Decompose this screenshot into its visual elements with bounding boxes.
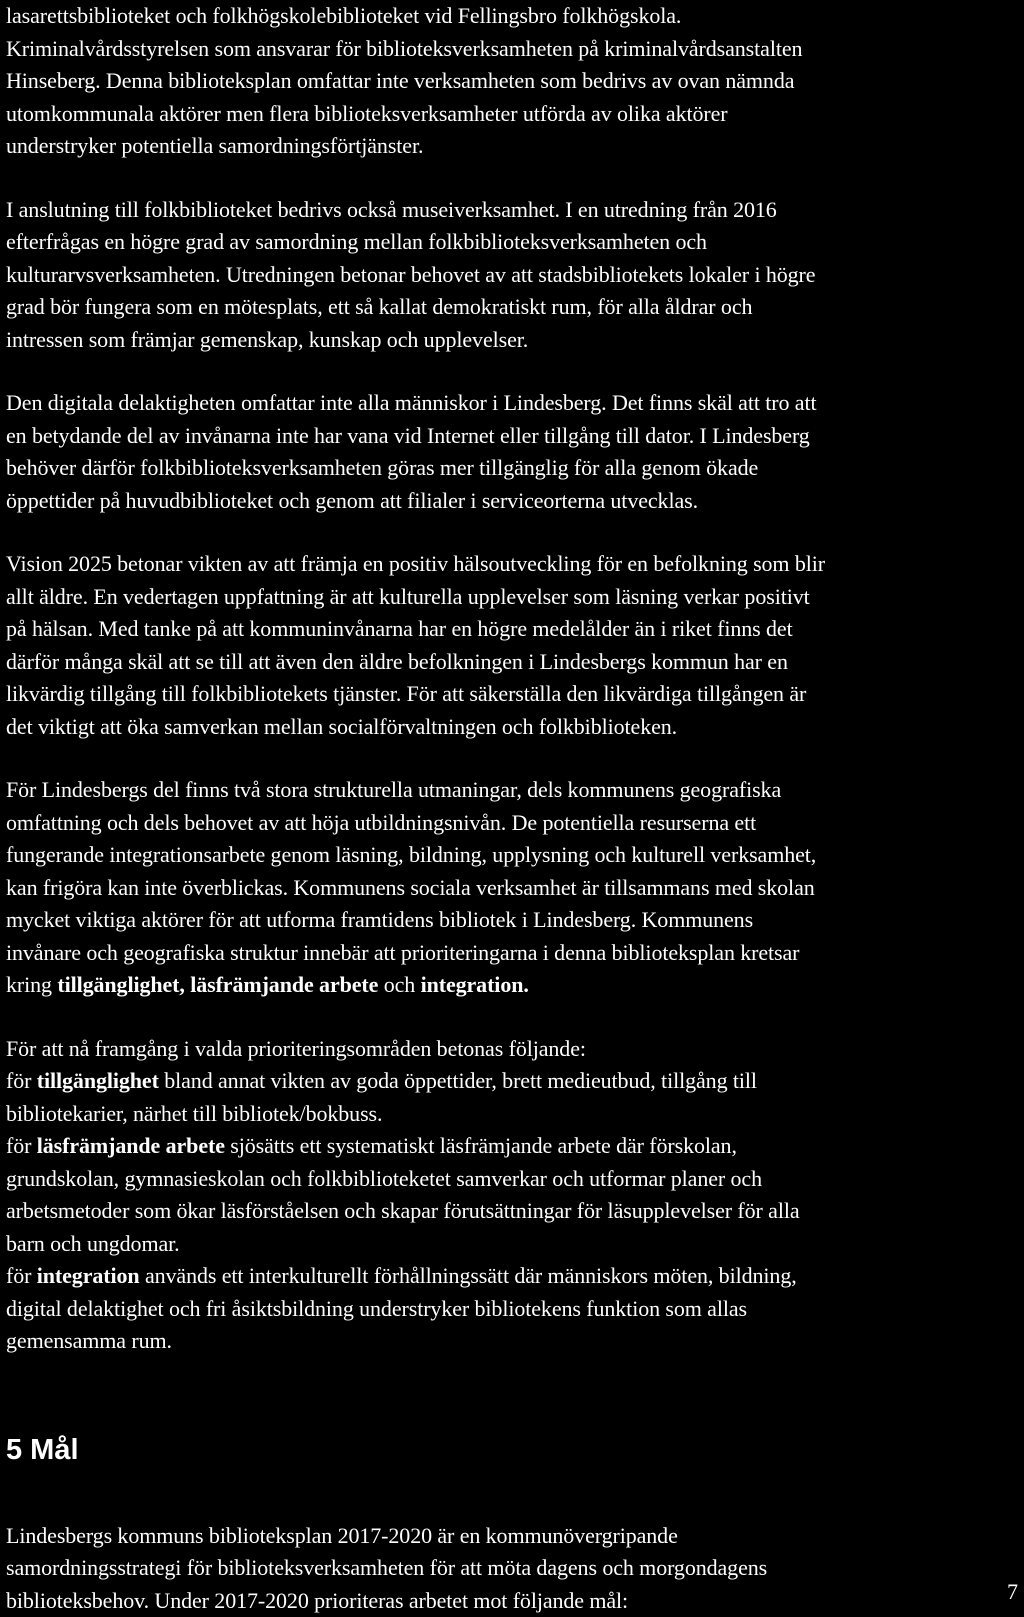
paragraph-spacer bbox=[6, 1002, 1018, 1033]
text-line: grundskolan, gymnasieskolan och folkbiblioteketet samverkar och utformar planer och bbox=[6, 1163, 1018, 1196]
text-run: bland annat vikten av goda öppettider, brett medieutbud, tillgång till bbox=[159, 1068, 757, 1093]
text-line: arbetsmetoder som ökar läsförståelsen och skapar förutsättningar för läsupplevelser för alla bbox=[6, 1195, 1018, 1228]
bold-term: integration. bbox=[421, 972, 529, 997]
paragraph-structural-challenges bbox=[6, 774, 1018, 1002]
section-spacer bbox=[6, 1470, 1018, 1520]
section-heading: 5 Mål bbox=[6, 1430, 1018, 1470]
text-line: mycket viktiga aktörer för att utforma framtidens bibliotek i Lindesberg. Kommunens bbox=[6, 904, 1018, 937]
paragraph-spacer bbox=[6, 517, 1018, 548]
text-line: intressen som främjar gemenskap, kunskap och upplevelser. bbox=[6, 324, 1018, 357]
priority-item-accessibility bbox=[6, 1065, 1018, 1098]
text-run: och bbox=[378, 972, 420, 997]
paragraph-spacer bbox=[6, 356, 1018, 387]
text-line: Vision 2025 betonar vikten av att främja en positiv hälsoutveckling för en befolkning som blir bbox=[6, 548, 1018, 581]
text-line: I anslutning till folkbiblioteket bedrivs också museiverksamhet. I en utredning från 2016 bbox=[6, 194, 1018, 227]
text-line: omfattning och dels behovet av att höja utbildningsnivån. De potentiella resurserna ett bbox=[6, 807, 1018, 840]
text-line: fungerande integrationsarbete genom läsning, bildning, upplysning och kulturell verksamhet, bbox=[6, 839, 1018, 872]
text-run: sjösätts ett systematiskt läsfrämjande arbete där förskolan, bbox=[225, 1133, 737, 1158]
document-page bbox=[6, 0, 1018, 1617]
text-run: för bbox=[6, 1263, 37, 1288]
page-number: 7 bbox=[1007, 1577, 1018, 1607]
paragraph-hospital-libraries bbox=[6, 0, 1018, 163]
text-line: det viktigt att öka samverkan mellan socialförvaltningen och folkbiblioteken. bbox=[6, 711, 1018, 744]
paragraph-spacer bbox=[6, 163, 1018, 194]
text-line: kan frigöra kan inte överblickas. Kommunens sociala verksamhet är tillsammans med skolan bbox=[6, 872, 1018, 905]
text-line: på hälsan. Med tanke på att kommuninvånarna har en högre medelålder än i riket finns det bbox=[6, 613, 1018, 646]
text-line: öppettider på huvudbiblioteket och genom att filialer i serviceorterna utvecklas. bbox=[6, 485, 1018, 518]
text-line: biblioteksbehov. Under 2017-2020 prioriteras arbetet mot följande mål: bbox=[6, 1585, 1018, 1617]
text-line: Kriminalvårdsstyrelsen som ansvarar för biblioteksverksamheten på kriminalvårdsanstalten bbox=[6, 33, 1018, 66]
paragraph-spacer bbox=[6, 743, 1018, 774]
text-line: därför många skäl att se till att även den äldre befolkningen i Lindesbergs kommun har en bbox=[6, 646, 1018, 679]
text-line: efterfrågas en högre grad av samordning mellan folkbiblioteksverksamheten och bbox=[6, 226, 1018, 259]
text-line: understryker potentiella samordningsförtjänster. bbox=[6, 130, 1018, 163]
bold-term: läsfrämjande arbete bbox=[37, 1133, 225, 1158]
section-spacer bbox=[6, 1358, 1018, 1430]
text-line: utomkommunala aktörer men flera biblioteksverksamheter utförda av olika aktörer bbox=[6, 98, 1018, 131]
priority-item-reading-promotion bbox=[6, 1130, 1018, 1163]
text-line: grad bör fungera som en mötesplats, ett så kallat demokratiskt rum, för alla åldrar och bbox=[6, 291, 1018, 324]
text-line: bibliotekarier, närhet till bibliotek/bokbuss. bbox=[6, 1098, 1018, 1131]
priority-item-integration bbox=[6, 1260, 1018, 1293]
text-line: lasarettsbiblioteket och folkhögskolebiblioteket vid Fellingsbro folkhögskola. bbox=[6, 0, 1018, 33]
paragraph-vision-2025 bbox=[6, 548, 1018, 743]
text-line: barn och ungdomar. bbox=[6, 1228, 1018, 1261]
text-run: för bbox=[6, 1133, 37, 1158]
text-line: kulturarvsverksamheten. Utredningen betonar behovet av att stadsbibliotekets lokaler i högre bbox=[6, 259, 1018, 292]
priorities-intro: För att nå framgång i valda prioriteringsområden betonas följande: bbox=[6, 1033, 1018, 1066]
text-line: invånare och geografiska struktur innebär att prioriteringarna i denna biblioteksplan kretsar bbox=[6, 937, 1018, 970]
text-line: en betydande del av invånarna inte har vana vid Internet eller tillgång till dator. I Lindesberg bbox=[6, 420, 1018, 453]
text-line: allt äldre. En vedertagen uppfattning är att kulturella upplevelser som läsning verkar positivt bbox=[6, 581, 1018, 614]
text-line: För Lindesbergs del finns två stora strukturella utmaningar, dels kommunens geografiska bbox=[6, 774, 1018, 807]
bold-term: integration bbox=[37, 1263, 140, 1288]
text-line: digital delaktighet och fri åsiktsbildning understryker bibliotekens funktion som allas bbox=[6, 1293, 1018, 1326]
text-line: gemensamma rum. bbox=[6, 1325, 1018, 1358]
text-line: Hinseberg. Denna biblioteksplan omfattar inte verksamheten som bedrivs av ovan nämnda bbox=[6, 65, 1018, 98]
text-line: likvärdig tillgång till folkbibliotekets tjänster. För att säkerställa den likvärdiga tillgången är bbox=[6, 678, 1018, 711]
text-run: för bbox=[6, 1068, 37, 1093]
text-line: behöver därför folkbiblioteksverksamheten göras mer tillgänglig för alla genom ökade bbox=[6, 452, 1018, 485]
paragraph-museum bbox=[6, 194, 1018, 357]
text-line: Den digitala delaktigheten omfattar inte alla människor i Lindesberg. Det finns skäl att tro att bbox=[6, 387, 1018, 420]
paragraph-priorities bbox=[6, 1033, 1018, 1358]
text-run: kring bbox=[6, 972, 57, 997]
text-line: Lindesbergs kommuns biblioteksplan 2017-2020 är en kommunövergripande bbox=[6, 1520, 1018, 1553]
paragraph-digital-inclusion bbox=[6, 387, 1018, 517]
paragraph-goals-intro bbox=[6, 1520, 1018, 1617]
text-line bbox=[6, 969, 1018, 1002]
text-run: används ett interkulturellt förhållningssätt där människors möten, bildning, bbox=[140, 1263, 797, 1288]
text-line: samordningsstrategi för biblioteksverksamheten för att möta dagens och morgondagens bbox=[6, 1552, 1018, 1585]
bold-term: tillgänglighet bbox=[37, 1068, 159, 1093]
bold-term: tillgänglighet, läsfrämjande arbete bbox=[57, 972, 378, 997]
